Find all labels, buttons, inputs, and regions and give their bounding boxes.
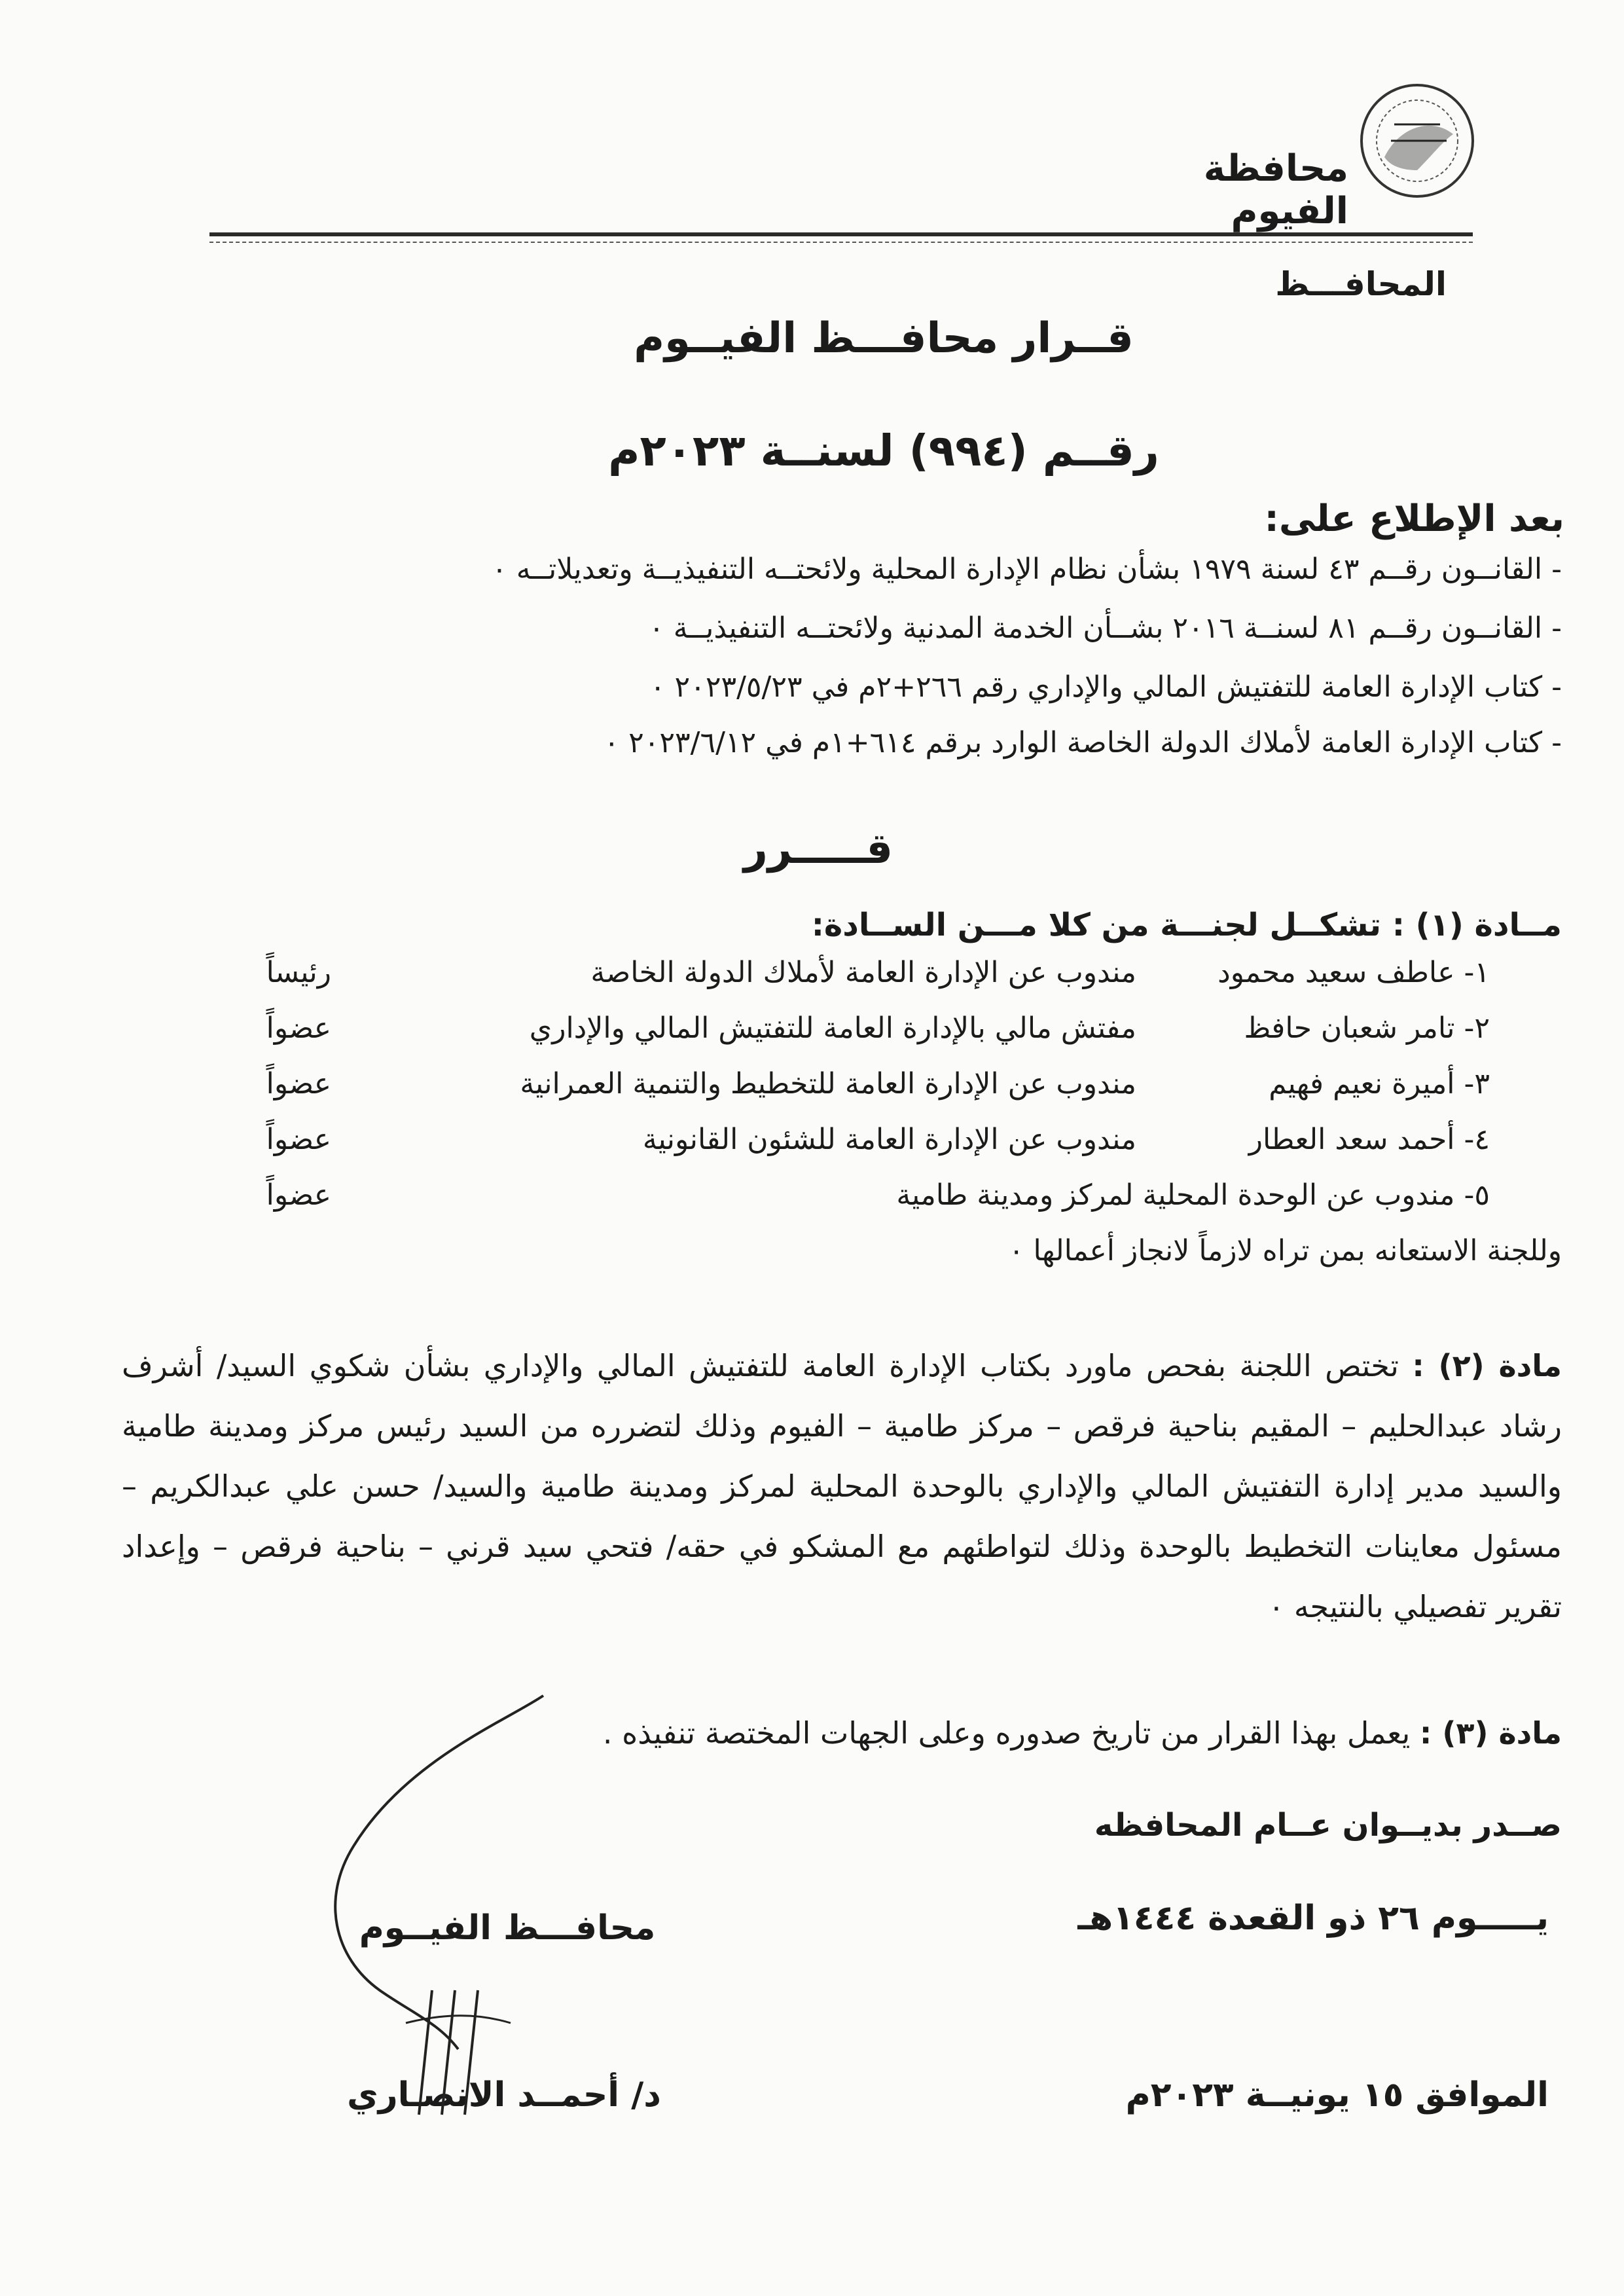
signer-name: د/ أحمــد الانصـاري — [347, 2075, 661, 2115]
governorate-header: محافظة الفيوم — [1203, 147, 1348, 232]
committee-member-row — [154, 1178, 1562, 1231]
member-name: ٢- تامر شعبان حافظ — [1244, 1011, 1490, 1045]
article-3-label: مادة (٣) : — [1419, 1715, 1562, 1751]
governor-office-label: المحافـــظ — [1275, 265, 1447, 303]
member-name: ١- عاطف سعيد محمود — [1218, 956, 1490, 989]
article-3-text: يعمل بهذا القرار من تاريخ صدوره وعلى الجهات المختصة تنفيذه . — [602, 1715, 1411, 1751]
committee-member-row — [154, 1011, 1562, 1064]
header-divider — [209, 232, 1473, 236]
member-name: ٣- أميرة نعيم فهيم — [1269, 1067, 1490, 1101]
review-item: - كتاب الإدارة العامة لأملاك الدولة الخاصة الوارد برقم ٦١٤+١م في ٢٠٢٣/٦/١٢ ٠ — [604, 726, 1562, 759]
issued-at: صــدر بديــوان عــام المحافظه — [1094, 1807, 1562, 1844]
member-status: عضواً — [266, 1011, 331, 1045]
committee-member-row — [154, 1123, 1562, 1175]
decree-number: رقــم (٩٩٤) لسنــة ٢٠٢٣م — [608, 426, 1159, 476]
committee-member-row — [154, 1067, 1562, 1120]
member-name: ٤- أحمد سعد العطار — [1248, 1123, 1490, 1156]
review-item: - القانــون رقــم ٤٣ لسنة ١٩٧٩ بشأن نظام الإدارة المحلية ولائحتــه التنفيذيــة وتعديلاتــه ٠ — [492, 553, 1562, 586]
fayoum-governorate-emblem-icon — [1355, 79, 1479, 203]
committee-member-row — [154, 956, 1562, 1008]
header-divider-thin — [209, 242, 1473, 243]
member-status: عضواً — [266, 1067, 331, 1101]
member-role: مندوب عن الإدارة العامة للشئون القانونية — [642, 1123, 1136, 1156]
decree-title: قــرار محافـــظ الفيــوم — [634, 314, 1134, 363]
hijri-date: يـــــوم ٢٦ ذو القعدة ١٤٤٤هـ — [1077, 1899, 1549, 1938]
member-role: مندوب عن الإدارة العامة لأملاك الدولة الخاصة — [590, 956, 1136, 989]
article-2-text: تختص اللجنة بفحص ماورد بكتاب الإدارة العامة للتفتيش المالي والإداري بشأن شكوي السيد/ أشرف رشاد عبدالحليم – المقيم بناحية فرقص – مركز طامية – الفيوم وذلك لتضرره من السيد رئيس مركز ومدينة طامية والسيد مدير إدارة التفتيش المالي والإداري بالوحدة المحلية لمركز ومدينة طامية والسيد/ حسن علي عبدالكريم – مسئول معاينات التخطيط بالوحدة وذلك لتواطئهم مع المشكو في حقه/ فتحي سيد قرني – بناحية فرقص – وإعداد تقرير تفصيلي بالنتيجه ٠ — [122, 1348, 1562, 1624]
gregorian-date: الموافق ١٥ يونيــة ٢٠٢٣م — [1125, 2075, 1549, 2115]
committee-note: وللجنة الاستعانه بمن تراه لازماً لانجاز أعمالها ٠ — [1008, 1234, 1562, 1267]
decision-heading: قـــــرر — [744, 825, 893, 873]
review-heading: بعد الإطلاع على: — [1264, 498, 1564, 540]
article-2 — [122, 1336, 1562, 1637]
article-2-label: مادة (٢) : — [1412, 1348, 1562, 1383]
member-status: عضواً — [266, 1123, 331, 1156]
article-1-heading: مــادة (١) : تشكــل لجنـــة من كلا مـــن الســادة: — [811, 907, 1562, 943]
member-name: ٥- مندوب عن الوحدة المحلية لمركز ومدينة طامية — [896, 1178, 1490, 1212]
review-item: - القانــون رقــم ٨١ لسنــة ٢٠١٦ بشــأن الخدمة المدنية ولائحتــه التنفيذيــة ٠ — [649, 611, 1562, 645]
signer-title: محافـــظ الفيــوم — [359, 1908, 656, 1948]
handwritten-signature-icon — [308, 1683, 583, 2141]
member-status: رئيساً — [266, 956, 331, 989]
member-status: عضواً — [266, 1178, 331, 1212]
review-item: - كتاب الإدارة العامة للتفتيش المالي والإداري رقم ٢٦٦+٢م في ٢٠٢٣/٥/٢٣ ٠ — [649, 670, 1562, 704]
member-role: مندوب عن الإدارة العامة للتخطيط والتنمية العمرانية — [520, 1067, 1136, 1101]
member-role: مفتش مالي بالإدارة العامة للتفتيش المالي والإداري — [529, 1011, 1136, 1045]
